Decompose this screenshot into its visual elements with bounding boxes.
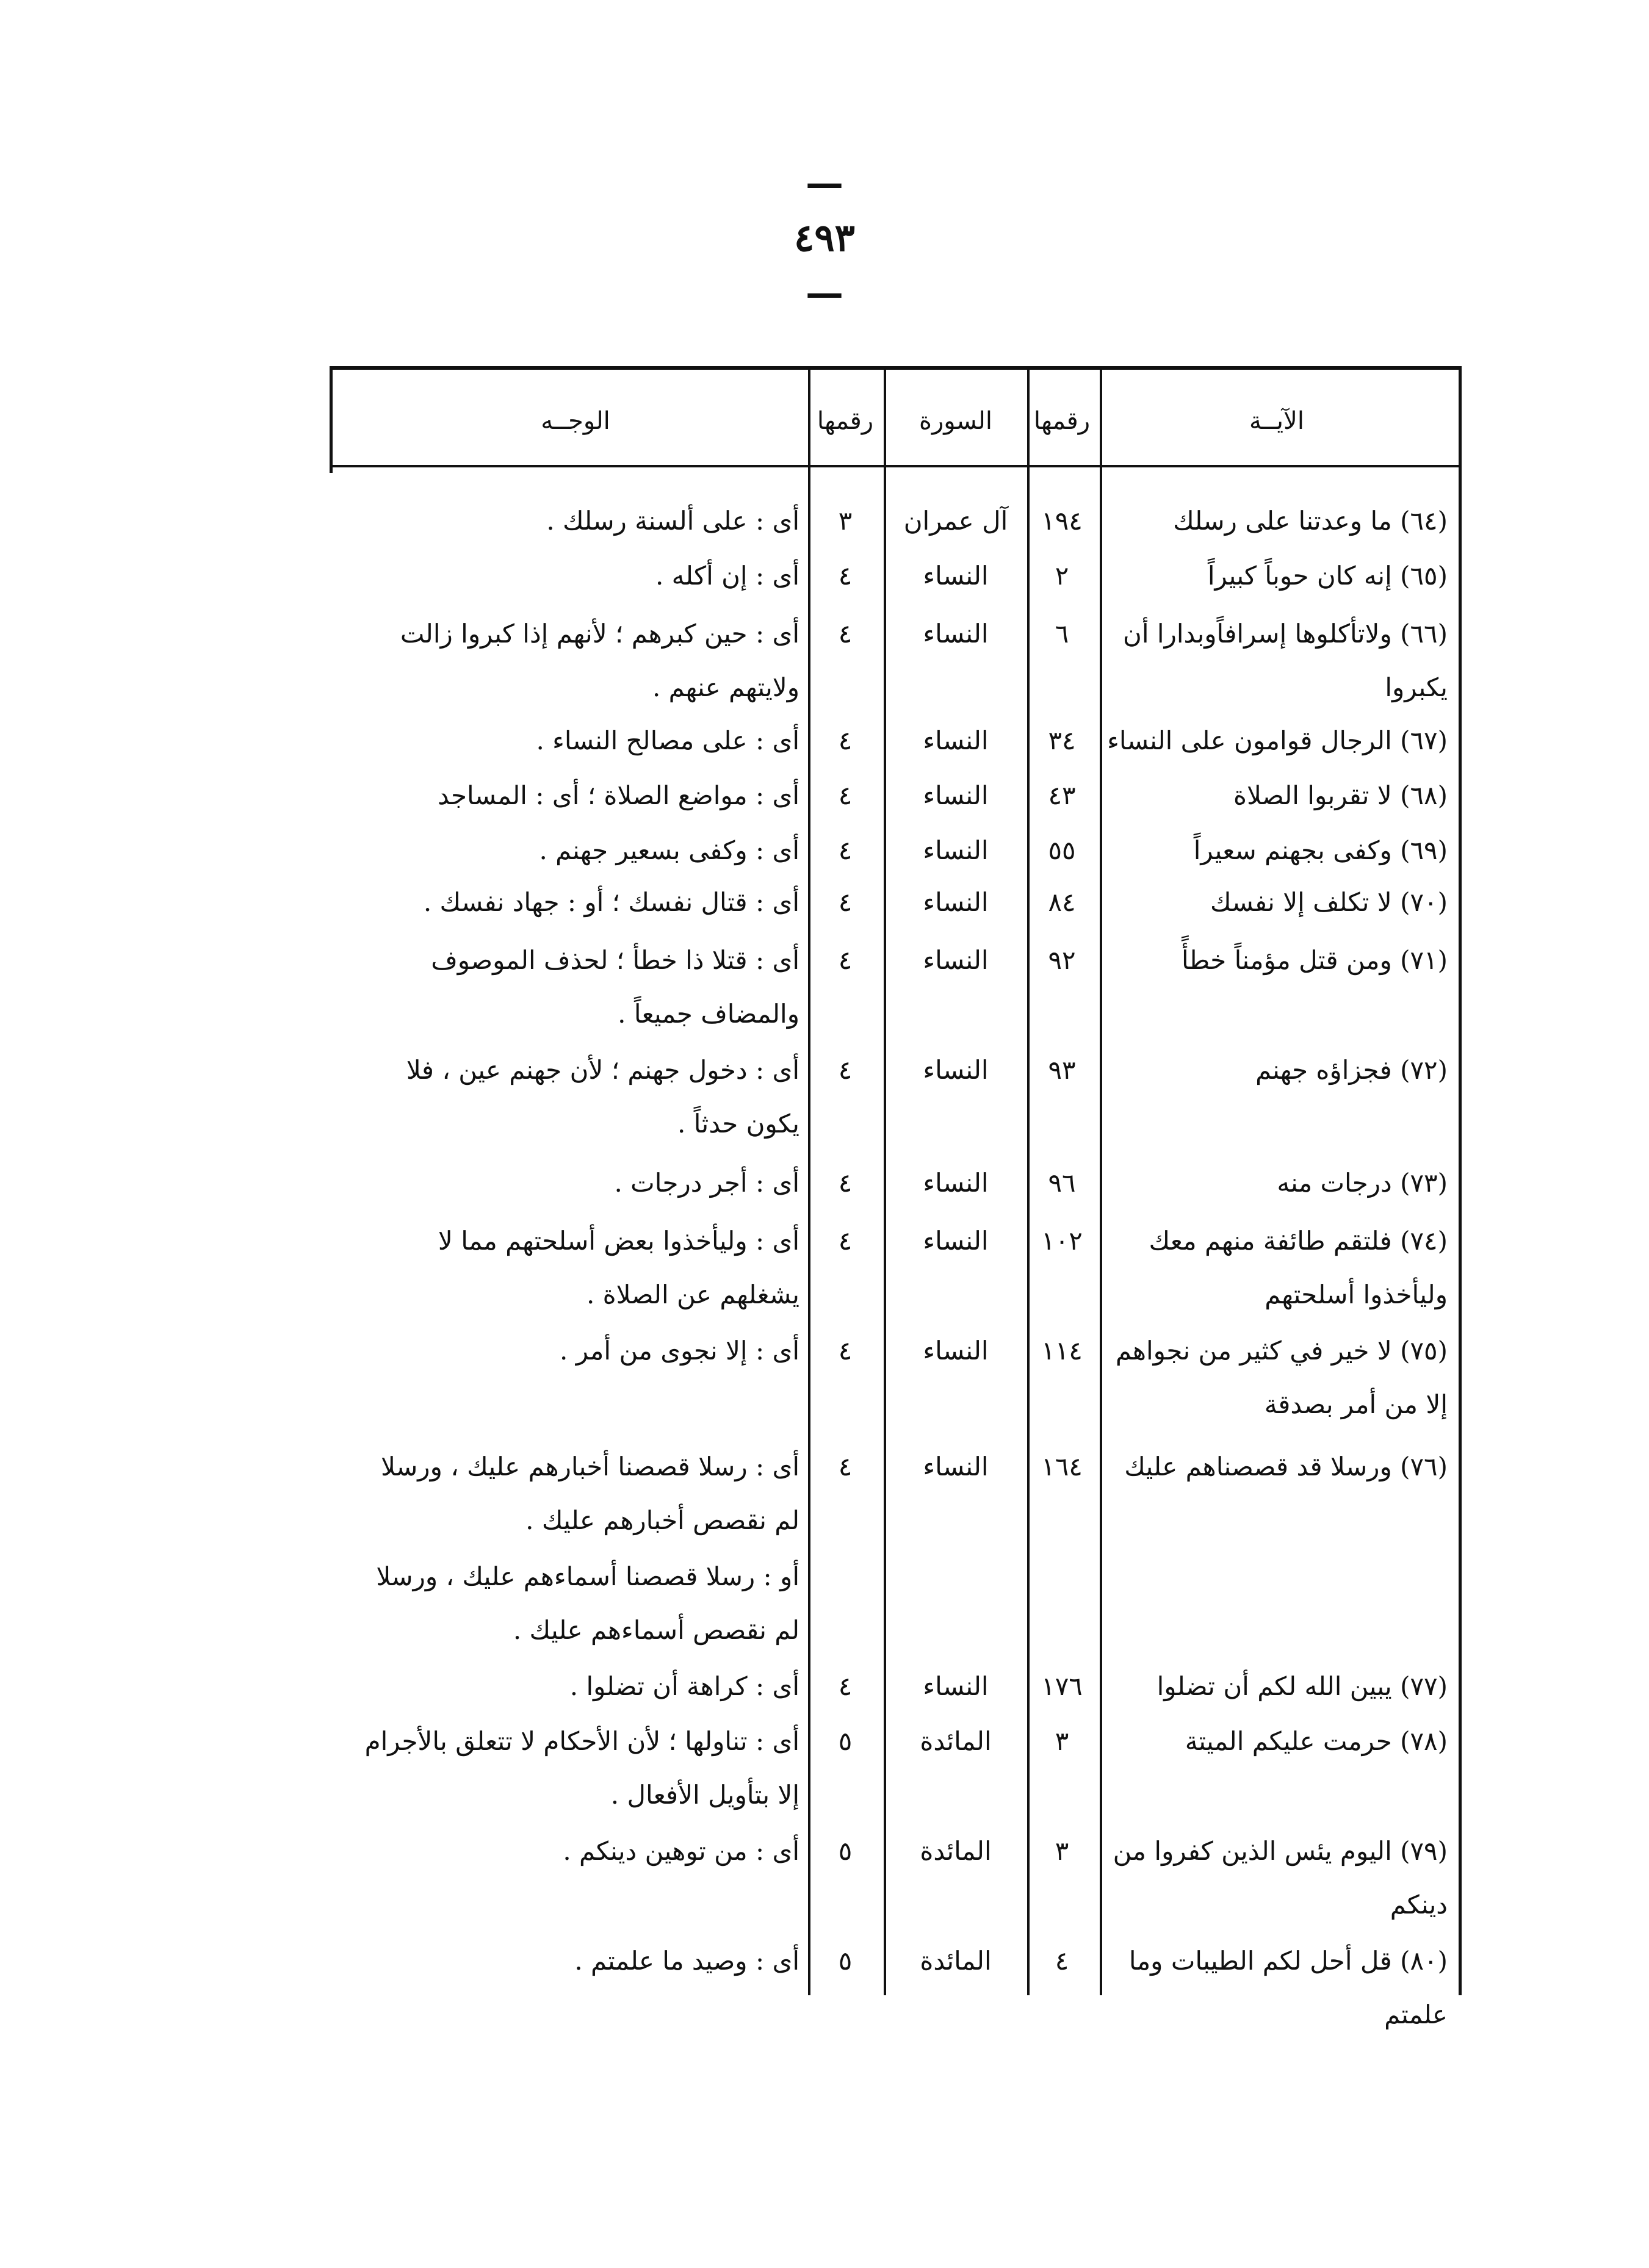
explanation-cell: أى : إلا نجوى من أمر . [560,1336,799,1366]
surah-cell: النساء [923,1452,989,1481]
surah-cell: المائدة [920,1946,992,1976]
verse-cell: (٧٤) فلتقم طائفة منهم معك وليأخذوا أسلحتهم [1149,1226,1448,1309]
verse-cell: (٧١) ومن قتل مؤمناً خطأً [1182,945,1448,975]
verse-number-cell: ٣ [1055,1726,1069,1756]
verse-cell: (٧٢) فجزاؤه جهنم [1255,1055,1448,1085]
header-bottom-rule [330,465,1462,467]
verse-number-cell: ٢ [1055,561,1069,591]
verses-table [330,366,1462,2029]
verse-cell: (٦٦) ولاتأكلوها إسرافاًوبدارا أن يكبروا [1123,619,1448,702]
surah-cell: النساء [923,1055,989,1085]
surah-cell: النساء [923,887,989,917]
explanation-cell: أى : وكفى بسعير جهنم . [539,835,799,865]
surah-cell: النساء [923,561,989,591]
verse-cell: (٧٣) درجات منه [1277,1168,1448,1198]
surah-number-cell: ٥ [838,1946,853,1976]
explanation-cell: أى : أجر درجات . [614,1168,799,1198]
surah-number-cell: ٥ [838,1836,853,1866]
header-surah-number: رقمها [817,407,874,435]
column-divider-verse-number [1027,366,1030,1995]
header-explanation: الوجــه [541,407,610,435]
surah-number-cell: ٤ [838,945,853,975]
verse-number-cell: ٥٥ [1048,835,1076,865]
surah-number-cell: ٤ [838,1452,853,1481]
verse-cell: (٦٩) وكفى بجهنم سعيراً [1193,835,1448,865]
verse-cell: (٦٧) الرجال قوامون على النساء [1107,725,1448,755]
explanation-cell: أى : دخول جهنم ؛ لأن جهنم عين ، فلا يكون حدثاً . [406,1055,799,1139]
table-left-border [330,366,333,473]
surah-number-cell: ٤ [838,1055,853,1085]
surah-cell: النساء [923,780,989,810]
surah-cell: النساء [923,619,989,649]
verse-number-cell: ١١٤ [1041,1336,1083,1366]
verse-number-cell: ٤ [1055,1946,1069,1976]
surah-cell: المائدة [920,1726,992,1756]
surah-cell: آل عمران [903,506,1008,536]
surah-cell: النساء [923,835,989,865]
surah-cell: النساء [923,1336,989,1366]
surah-number-cell: ٣ [838,506,853,536]
page-number: — ٤٩٣ — [794,160,855,315]
surah-cell: النساء [923,945,989,975]
explanation-cell: أى : كراهة أن تضلوا . [569,1671,799,1701]
explanation-cell: أو : رسلا قصصنا أسماءهم عليك ، ورسلا لم نقصص أسماءهم عليك . [376,1561,799,1645]
surah-number-cell: ٤ [838,725,853,755]
explanation-cell: أى : قتلا ذا خطأ ؛ لحذف الموصوف والمضاف جميعاً . [431,945,799,1029]
surah-number-cell: ٤ [838,1671,853,1701]
explanation-cell: أى : وصيد ما علمتم . [574,1946,799,1976]
surah-number-cell: ٤ [838,1168,853,1198]
column-divider-surah-number [808,366,810,1995]
explanation-cell: أى : وليأخذوا بعض أسلحتهم مما لا يشغلهم عن الصلاة . [438,1226,799,1309]
surah-number-cell: ٥ [838,1726,853,1756]
explanation-cell: أى : تناولها ؛ لأن الأحكام لا تتعلق بالأجرام إلا بتأويل الأفعال . [364,1726,799,1810]
explanation-cell: أى : إن أكله . [655,561,799,591]
verse-cell: (٧٦) ورسلا قد قصصناهم عليك [1124,1452,1448,1481]
verse-number-cell: ١٩٤ [1041,506,1083,536]
surah-number-cell: ٤ [838,780,853,810]
surah-number-cell: ٤ [838,619,853,649]
verse-cell: (٧٧) يبين الله لكم أن تضلوا [1156,1671,1448,1701]
verse-number-cell: ٩٣ [1048,1055,1076,1085]
header-verse-number: رقمها [1033,407,1091,435]
verse-cell: (٧٥) لا خير في كثير من نجواهم إلا من أمر بصدقة [1115,1336,1448,1419]
verse-cell: (٦٨) لا تقربوا الصلاة [1233,780,1448,810]
surah-cell: النساء [923,1168,989,1198]
verse-number-cell: ٩٦ [1048,1168,1076,1198]
surah-cell: المائدة [920,1836,992,1866]
surah-number-cell: ٤ [838,887,853,917]
table-top-rule [330,366,1462,370]
surah-number-cell: ٤ [838,835,853,865]
surah-number-cell: ٤ [838,1336,853,1366]
surah-cell: النساء [923,725,989,755]
explanation-cell: أى : على مصالح النساء . [536,725,799,755]
verse-number-cell: ١٦٤ [1041,1452,1083,1481]
header-surah: السورة [919,407,992,435]
verse-cell: (٦٥) إنه كان حوباً كبيراً [1207,561,1448,591]
verse-cell: (٧٩) اليوم يئس الذين كفروا من دينكم [1113,1836,1448,1920]
explanation-cell: أى : قتال نفسك ؛ أو : جهاد نفسك . [423,887,799,917]
verse-number-cell: ٣ [1055,1836,1069,1866]
explanation-cell: أى : مواضع الصلاة ؛ أى : المساجد [437,780,799,810]
verse-cell: (٦٤) ما وعدتنا على رسلك [1173,506,1448,536]
verse-cell: (٨٠) قل أحل لكم الطيبات وما علمتم [1128,1946,1448,2029]
verse-number-cell: ١٠٢ [1041,1226,1083,1256]
verse-cell: (٧٨) حرمت عليكم الميتة [1185,1726,1448,1756]
table-right-border [1459,366,1462,1995]
verse-number-cell: ١٧٦ [1041,1671,1083,1701]
surah-number-cell: ٤ [838,561,853,591]
header-verse: الآيــة [1249,407,1304,435]
verse-number-cell: ٦ [1055,619,1069,649]
verse-number-cell: ٨٤ [1048,887,1076,917]
explanation-cell: أى : من توهين دينكم . [563,1836,799,1866]
explanation-cell: أى : رسلا قصصنا أخبارهم عليك ، ورسلا لم نقصص أخبارهم عليك . [381,1452,799,1535]
verse-cell: (٧٠) لا تكلف إلا نفسك [1210,887,1448,917]
surah-number-cell: ٤ [838,1226,853,1256]
verse-number-cell: ٩٢ [1048,945,1076,975]
surah-cell: النساء [923,1671,989,1701]
verse-number-cell: ٣٤ [1048,725,1076,755]
explanation-cell: أى : على ألسنة رسلك . [546,506,799,536]
explanation-cell: أى : حين كبرهم ؛ لأنهم إذا كبروا زالت ولايتهم عنهم . [400,619,799,702]
column-divider-verse [1100,366,1102,1995]
surah-cell: النساء [923,1226,989,1256]
verse-number-cell: ٤٣ [1048,780,1076,810]
